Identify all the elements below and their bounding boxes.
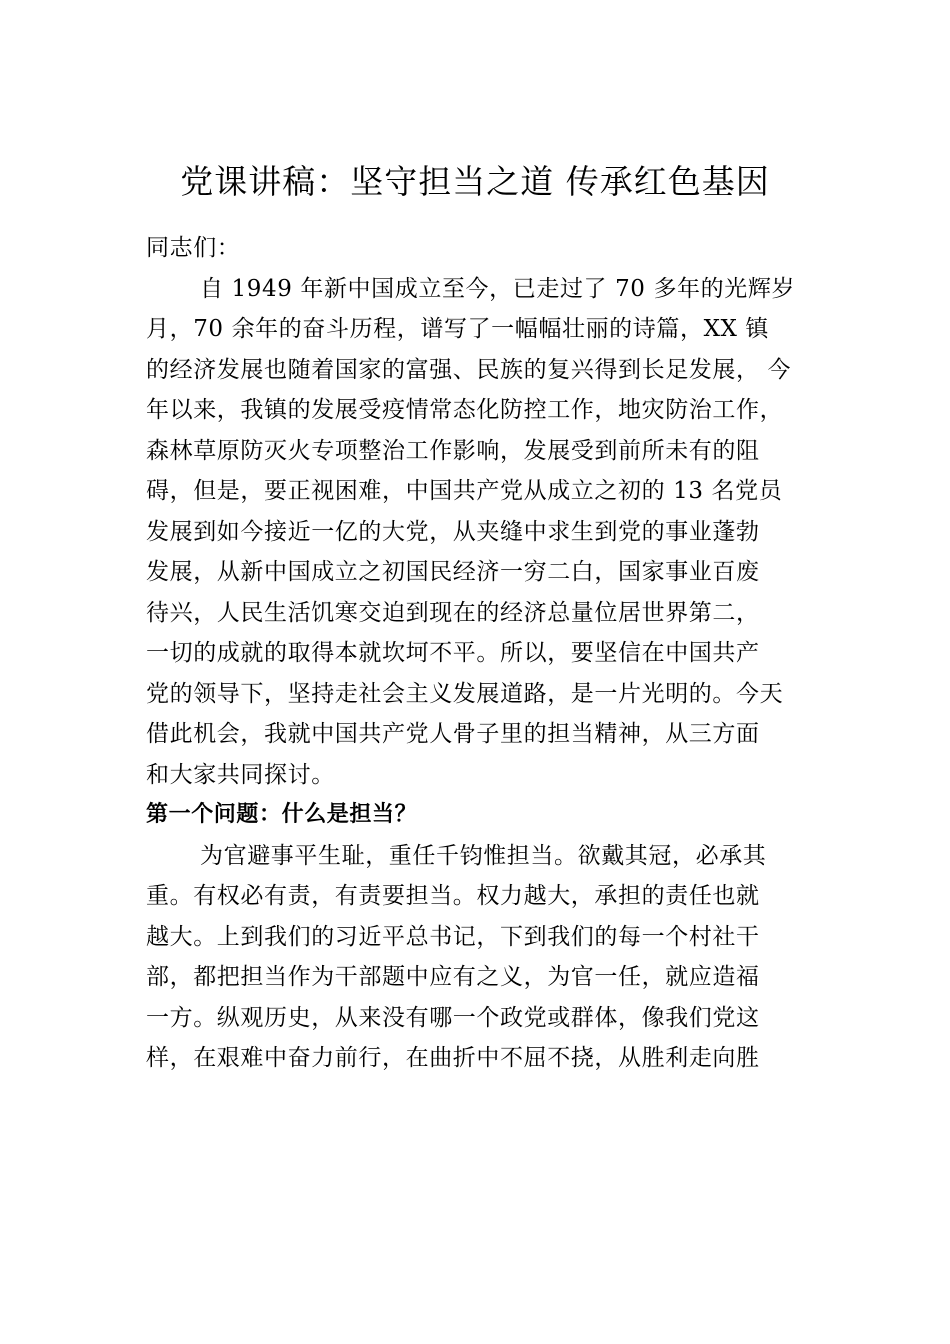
paragraph-line: 待兴，人民生活饥寒交迫到现在的经济总量位居世界第二， [146,599,760,626]
paragraph-line: 部，都把担当作为干部题中应有之义，为官一任，就应造福 [146,964,760,990]
paragraph-line: 党的领导下，坚持走社会主义发展道路，是一片光明的。今天 [146,680,784,707]
paragraph-line: 发展，从新中国成立之初国民经济一穷二白，国家事业百废 [146,559,760,585]
greeting: 同志们： [146,235,241,261]
section1-paragraph [146,836,810,1079]
paragraph-line: 年以来，我镇的发展受疫情常态化防控工作，地灾防治工作， [146,397,784,423]
paragraph-line: 发展到如今接近一亿的大党，从夹缝中求生到党的事业蓬勃 [146,518,760,545]
paragraph-line: 借此机会，我就中国共产党人骨子里的担当精神，从三方面 [146,721,760,747]
paragraph-line: 越大。上到我们的习近平总书记，下到我们的每一个村社干 [146,923,760,950]
paragraph-line: 一方。纵观历史，从来没有哪一个政党或群体，像我们党这 [146,1004,760,1031]
paragraph-line: 月，70 余年的奋斗历程，谱写了一幅幅壮丽的诗篇，XX 镇 [146,316,770,342]
paragraph-line: 为官避事平生耻，重任千钧惟担当。欲戴其冠，必承其 [200,842,767,869]
paragraph-line: 样，在艰难中奋力前行，在曲折中不屈不挠，从胜利走向胜 [146,1045,760,1071]
paragraph-line: 的经济发展也随着国家的富强、民族的复兴得到长足发展， 今 [146,356,792,383]
paragraph-line: 碍，但是，要正视困难，中国共产党从成立之初的 13 名党员 [146,478,783,504]
paragraph-line: 森林草原防灭火专项整治工作影响，发展受到前所未有的阻 [146,437,760,464]
paragraph-line: 重。有权必有责，有责要担当。权力越大，承担的责任也就 [146,883,760,909]
document-title: 党课讲稿：坚守担当之道 传承红色基因 [180,162,770,201]
paragraph-line: 和大家共同探讨。 [146,761,335,788]
intro-paragraph [146,269,810,796]
paragraph-line: 一切的成就的取得本就坎坷不平。所以，要坚信在中国共产 [146,640,760,666]
section-heading: 第一个问题：什么是担当？ [146,802,418,827]
paragraph-line: 自 1949 年新中国成立至今，已走过了 70 多年的光辉岁 [200,275,796,302]
document-body [146,228,810,1079]
